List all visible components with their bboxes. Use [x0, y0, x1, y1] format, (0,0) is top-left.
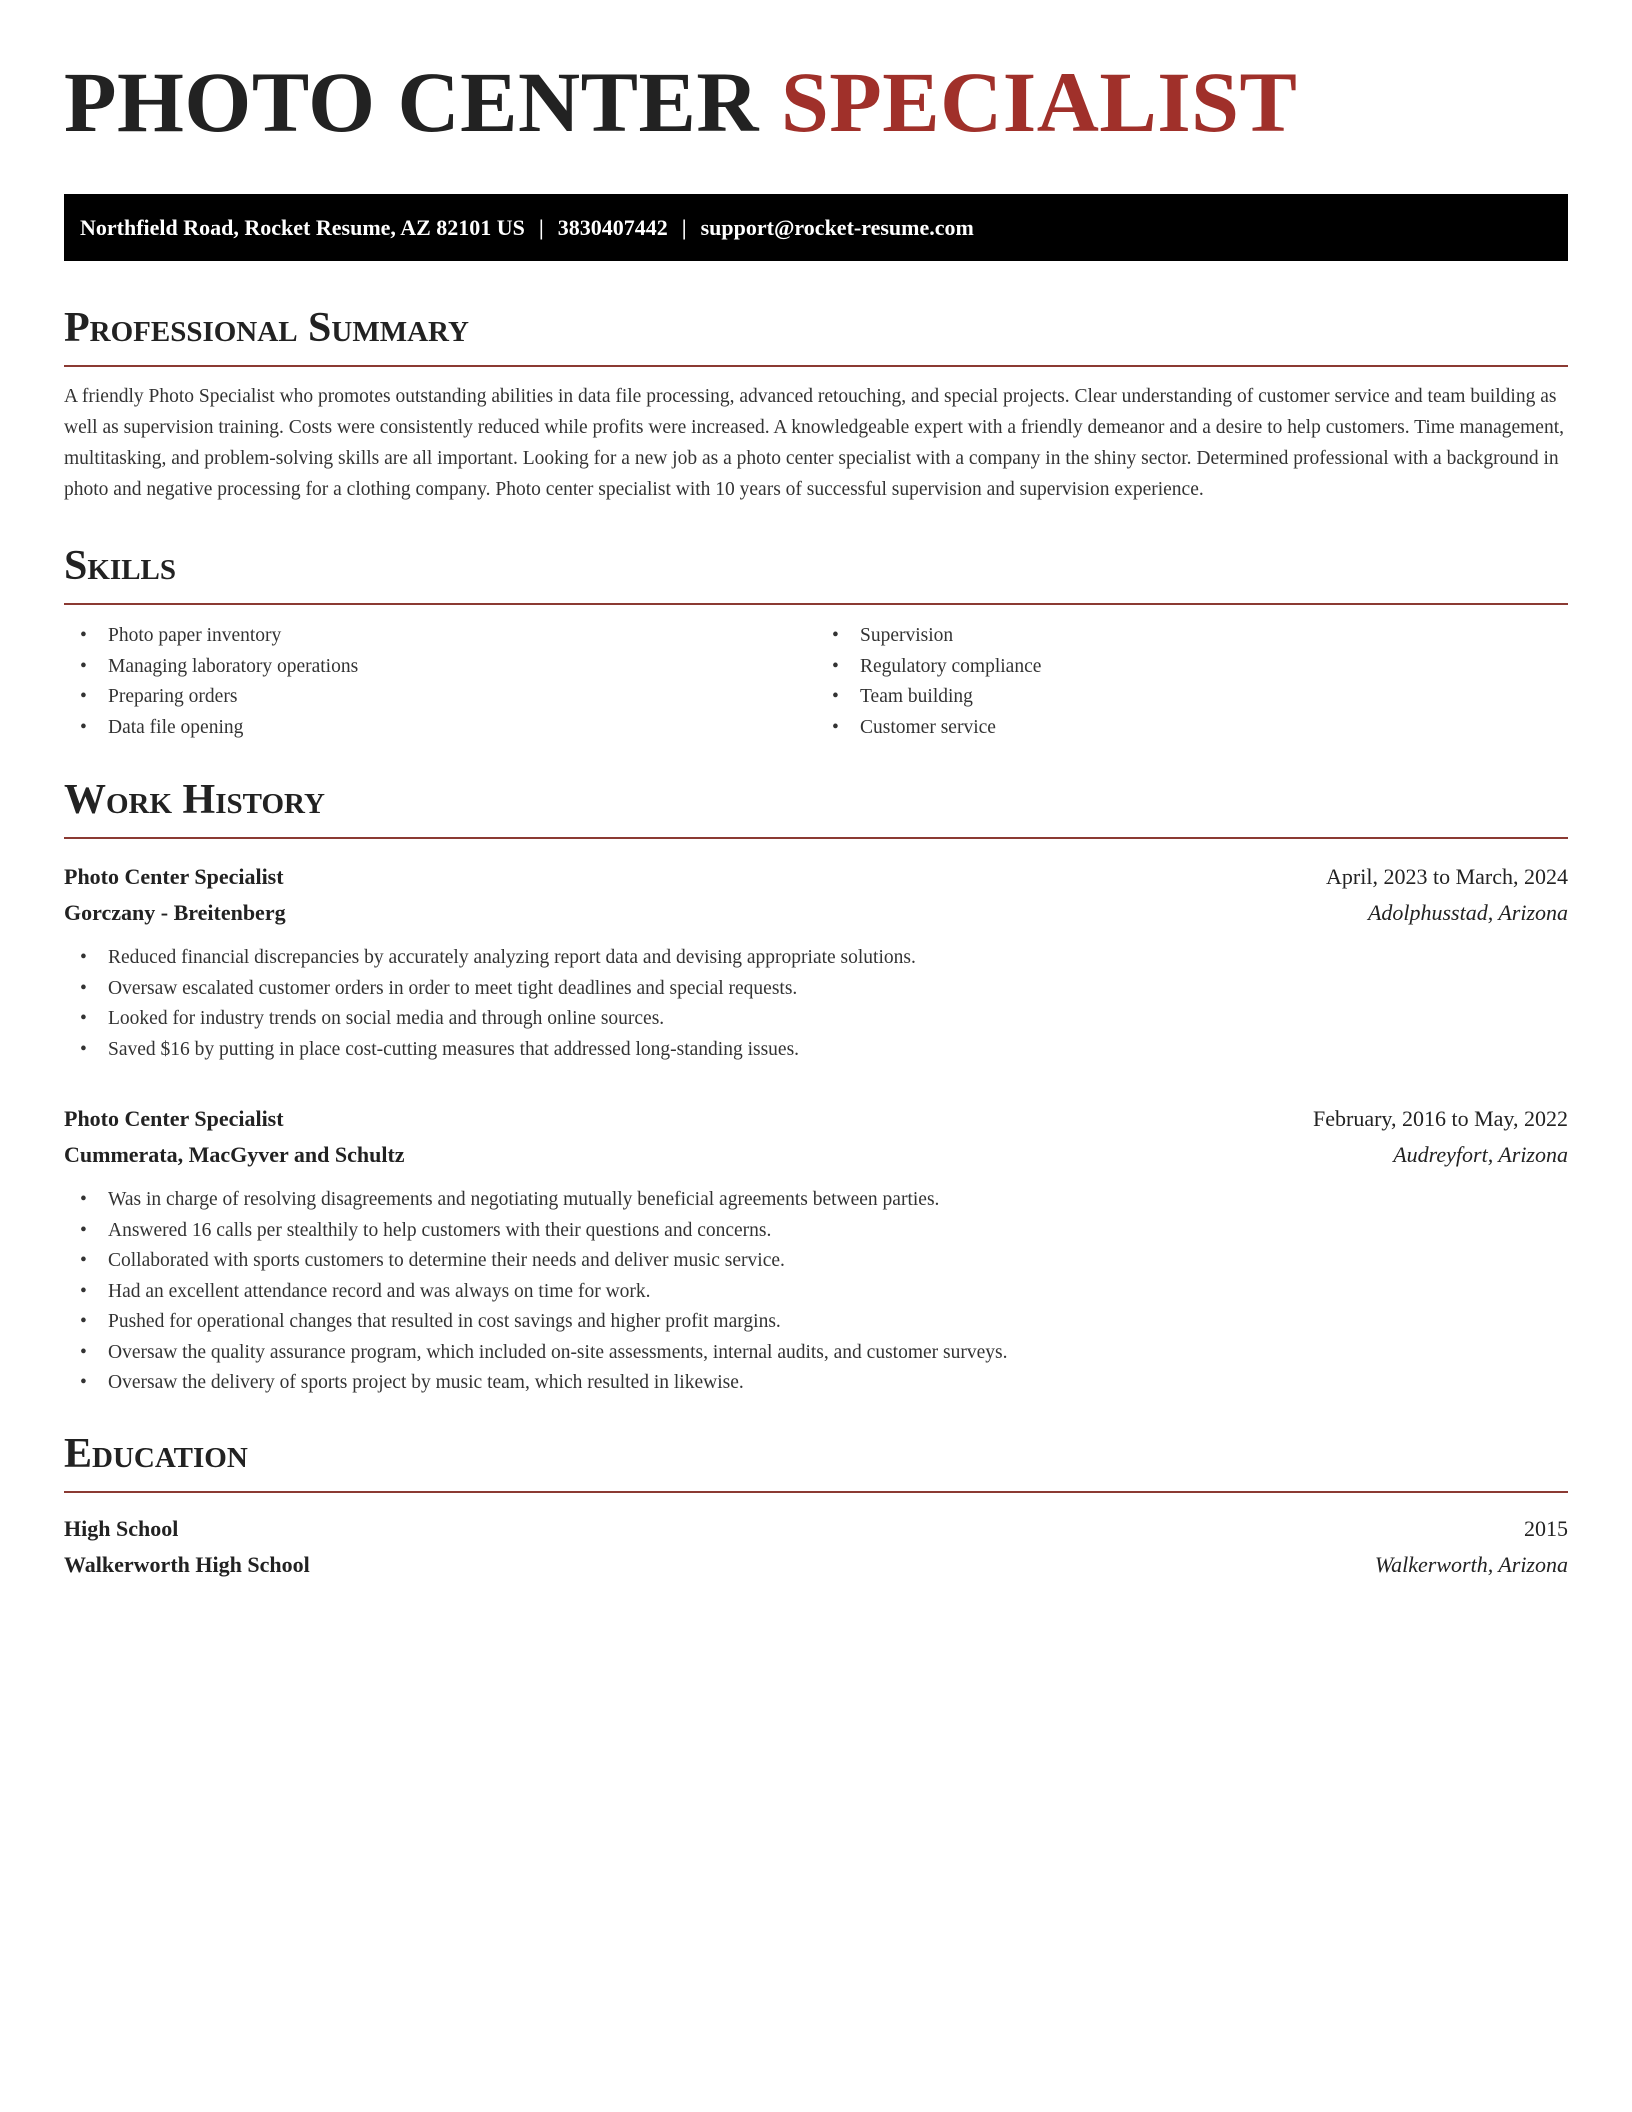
job-bullet: • Oversaw the delivery of sports project by music team, which resulted in likewise.: [64, 1368, 1568, 1399]
job-location: Audreyfort, Arizona: [1393, 1142, 1568, 1167]
education-location: Walkerworth, Arizona: [1374, 1551, 1568, 1577]
education-degree-row: [64, 1511, 1568, 1547]
job-bullet: • Oversaw the quality assurance program, which included on-site assessments, internal audits, and customer surveys.: [64, 1338, 1568, 1369]
resume-title: [64, 52, 1568, 152]
job-bullet: • Saved $16 by putting in place cost-cutting measures that addressed long-standing issues.: [64, 1035, 1568, 1066]
education-entry: [64, 1511, 1568, 1583]
skills-section: [64, 539, 1568, 743]
title-accent-part: SPECIALIST: [780, 54, 1298, 150]
skill-item: • Managing laboratory operations: [64, 652, 816, 683]
title-first-part: PHOTO CENTER: [64, 54, 759, 150]
job-company: Cummerata, MacGyver and Schultz: [64, 1142, 405, 1167]
contact-phone: 3830407442: [557, 214, 668, 240]
summary-text: A friendly Photo Specialist who promotes outstanding abilities in data file processing, advanced retouching, and special projects. Clear understanding of customer service and team building as well as supervision training. Costs were consistently reduced while profits were increased. A knowledgeable expert with a friendly demeanor and a desire to help customers. Time management, multitasking, and problem-solving skills are all important. Looking for a new job as a photo center specialist with a company in the shiny sector. Determined professional with a background in photo and negative processing for a clothing company. Photo center specialist with 10 years of successful supervision and supervision experience.: [64, 386, 1565, 500]
job-bullet: • Reduced financial discrepancies by accurately analyzing report data and devising appropriate solutions.: [64, 943, 1568, 974]
summary-heading: Professional Summary: [64, 301, 1568, 367]
job-title: Photo Center Specialist: [64, 864, 284, 889]
job-bullet: • Answered 16 calls per stealthily to help customers with their questions and concerns.: [64, 1216, 1568, 1247]
skill-item: • Customer service: [816, 713, 1568, 744]
contact-bar: [64, 194, 1568, 261]
contact-separator: |: [681, 214, 687, 240]
job-bullets: [64, 943, 1568, 1065]
skill-item: • Team building: [816, 682, 1568, 713]
skill-item: • Preparing orders: [64, 682, 816, 713]
job-title: Photo Center Specialist: [64, 1106, 284, 1131]
summary-section: [64, 301, 1568, 505]
education-section: [64, 1427, 1568, 1583]
skills-column-left: [64, 621, 816, 743]
skill-item: • Supervision: [816, 621, 1568, 652]
job-dates: April, 2023 to March, 2024: [1326, 864, 1568, 889]
job-entry: [64, 859, 1568, 1065]
job-title-row: [64, 859, 1568, 895]
job-company-row: [64, 895, 1568, 931]
education-heading: Education: [64, 1427, 1568, 1493]
job-location: Adolphusstad, Arizona: [1367, 900, 1568, 925]
job-bullet: • Pushed for operational changes that resulted in cost savings and higher profit margins.: [64, 1307, 1568, 1338]
job-bullet: • Collaborated with sports customers to determine their needs and deliver music service.: [64, 1246, 1568, 1277]
education-school: Walkerworth High School: [64, 1551, 310, 1577]
education-school-row: [64, 1547, 1568, 1583]
contact-address: Northfield Road, Rocket Resume, AZ 82101 US: [80, 214, 525, 240]
contact-separator: |: [538, 214, 544, 240]
job-bullet: • Had an excellent attendance record and was always on time for work.: [64, 1277, 1568, 1308]
skills-column-right: [816, 621, 1568, 743]
education-year: 2015: [1524, 1515, 1568, 1541]
job-company: Gorczany - Breitenberg: [64, 900, 286, 925]
work-history-section: [64, 773, 1568, 1399]
skills-grid: [64, 621, 1568, 743]
job-dates: February, 2016 to May, 2022: [1313, 1106, 1568, 1131]
job-bullet: • Oversaw escalated customer orders in order to meet tight deadlines and special requests.: [64, 974, 1568, 1005]
job-title-row: [64, 1101, 1568, 1137]
job-entry: [64, 1101, 1568, 1399]
work-history-heading: Work History: [64, 773, 1568, 839]
skill-item: • Photo paper inventory: [64, 621, 816, 652]
contact-email: support@rocket-resume.com: [700, 214, 974, 240]
skill-item: • Regulatory compliance: [816, 652, 1568, 683]
job-bullet: • Was in charge of resolving disagreements and negotiating mutually beneficial agreements between parties.: [64, 1185, 1568, 1216]
skill-item: • Data file opening: [64, 713, 816, 744]
job-company-row: [64, 1137, 1568, 1173]
education-degree: High School: [64, 1515, 179, 1541]
skills-heading: Skills: [64, 539, 1568, 605]
job-bullet: • Looked for industry trends on social media and through online sources.: [64, 1004, 1568, 1035]
job-bullets: [64, 1185, 1568, 1399]
